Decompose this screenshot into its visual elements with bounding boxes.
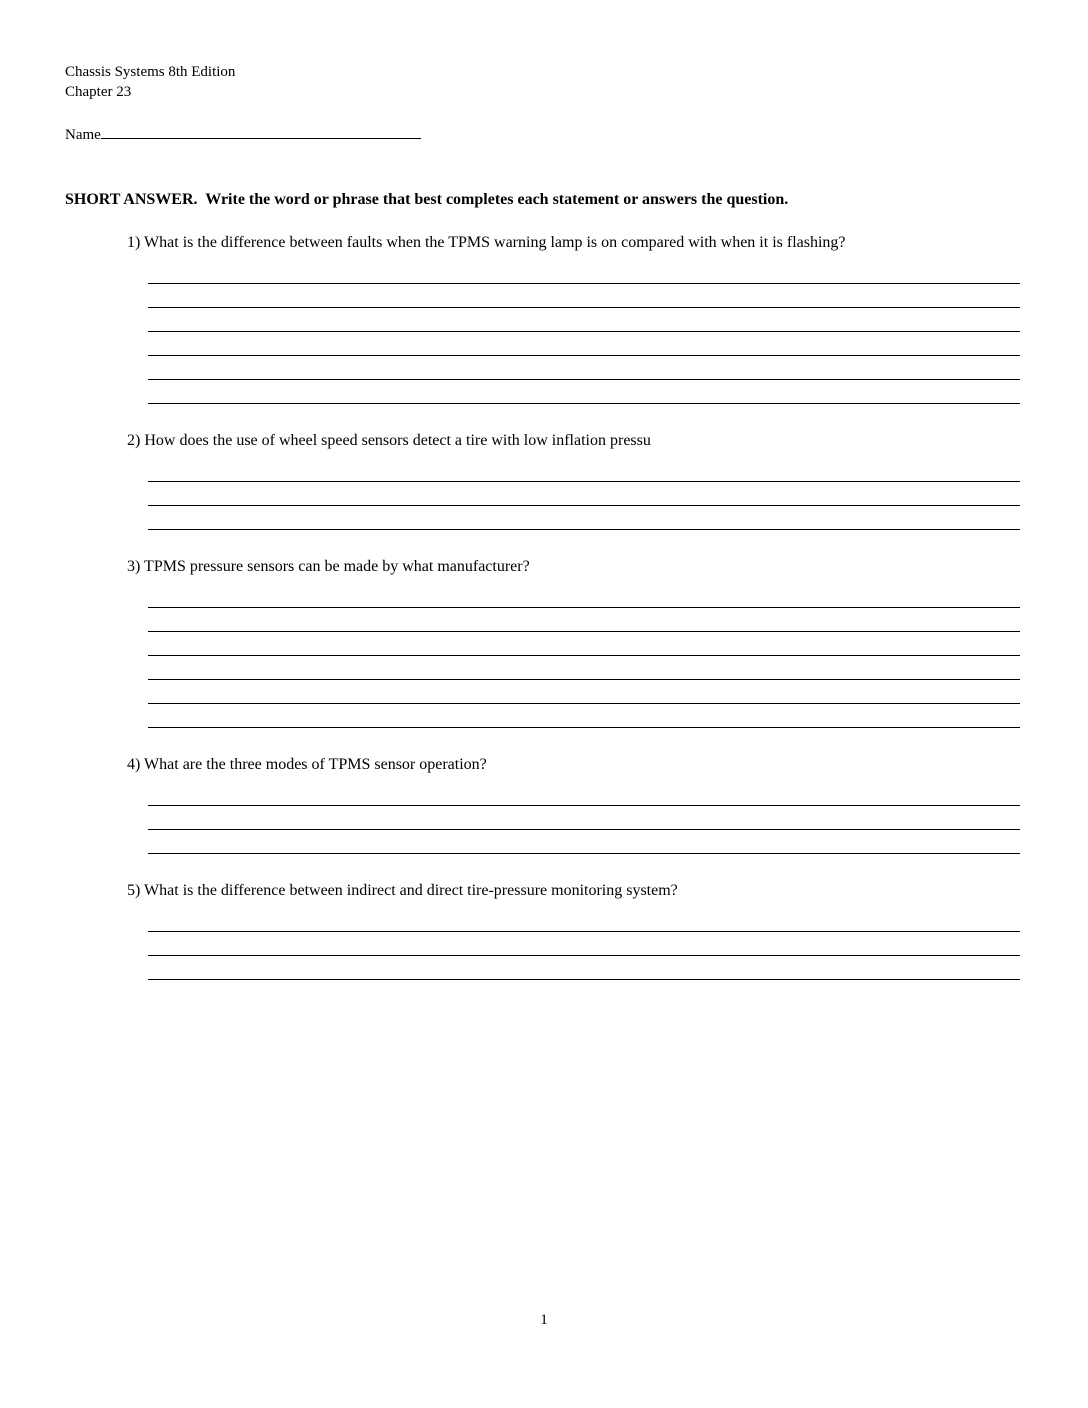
answer-line (148, 632, 1020, 656)
answer-lines (148, 584, 1020, 728)
question-number: 2) (127, 432, 145, 449)
document-header (65, 62, 1020, 102)
answer-line (148, 608, 1020, 632)
question-number: 5) (127, 882, 145, 899)
section-heading: SHORT ANSWER. Write the word or phrase that best completes each statement or answers the question. (65, 191, 789, 208)
name-row (65, 124, 1020, 145)
question-text: 3) TPMS pressure sensors can be made by what manufacturer? (127, 558, 530, 575)
question-5 (127, 880, 1020, 980)
question-number: 4) (127, 756, 145, 773)
question-number: 1) (127, 234, 145, 251)
answer-line (148, 782, 1020, 806)
answer-line (148, 956, 1020, 980)
answer-lines (148, 458, 1020, 530)
page-number: 1 (540, 1312, 548, 1328)
answer-line (148, 656, 1020, 680)
header-title: Chassis Systems 8th Edition (65, 64, 236, 80)
question-3 (127, 556, 1020, 728)
answer-line (148, 482, 1020, 506)
answer-lines (148, 908, 1020, 980)
question-text: 1) What is the difference between faults when the TPMS warning lamp is on compared with when it is flashing? (127, 234, 846, 251)
answer-lines (148, 782, 1020, 854)
answer-line (148, 908, 1020, 932)
question-4 (127, 754, 1020, 854)
question-text: 5) What is the difference between indirect and direct tire-pressure monitoring system? (127, 882, 678, 899)
question-text: 2) How does the use of wheel speed sensors detect a tire with low inflation pressu (127, 432, 651, 449)
answer-line (148, 380, 1020, 404)
question-1 (127, 232, 1020, 404)
name-blank-line (101, 124, 421, 139)
answer-line (148, 284, 1020, 308)
question-number: 3) (127, 558, 145, 575)
question-text: 4) What are the three modes of TPMS sensor operation? (127, 756, 487, 773)
answer-line (148, 260, 1020, 284)
answer-line (148, 506, 1020, 530)
answer-line (148, 932, 1020, 956)
name-label: Name (65, 127, 101, 143)
answer-line (148, 704, 1020, 728)
answer-line (148, 680, 1020, 704)
answer-line (148, 356, 1020, 380)
answer-line (148, 806, 1020, 830)
question-2 (127, 430, 1020, 530)
header-chapter: Chapter 23 (65, 84, 132, 100)
answer-line (148, 584, 1020, 608)
answer-line (148, 308, 1020, 332)
answer-line (148, 332, 1020, 356)
answer-line (148, 830, 1020, 854)
answer-lines (148, 260, 1020, 404)
answer-line (148, 458, 1020, 482)
questions (65, 232, 1020, 980)
